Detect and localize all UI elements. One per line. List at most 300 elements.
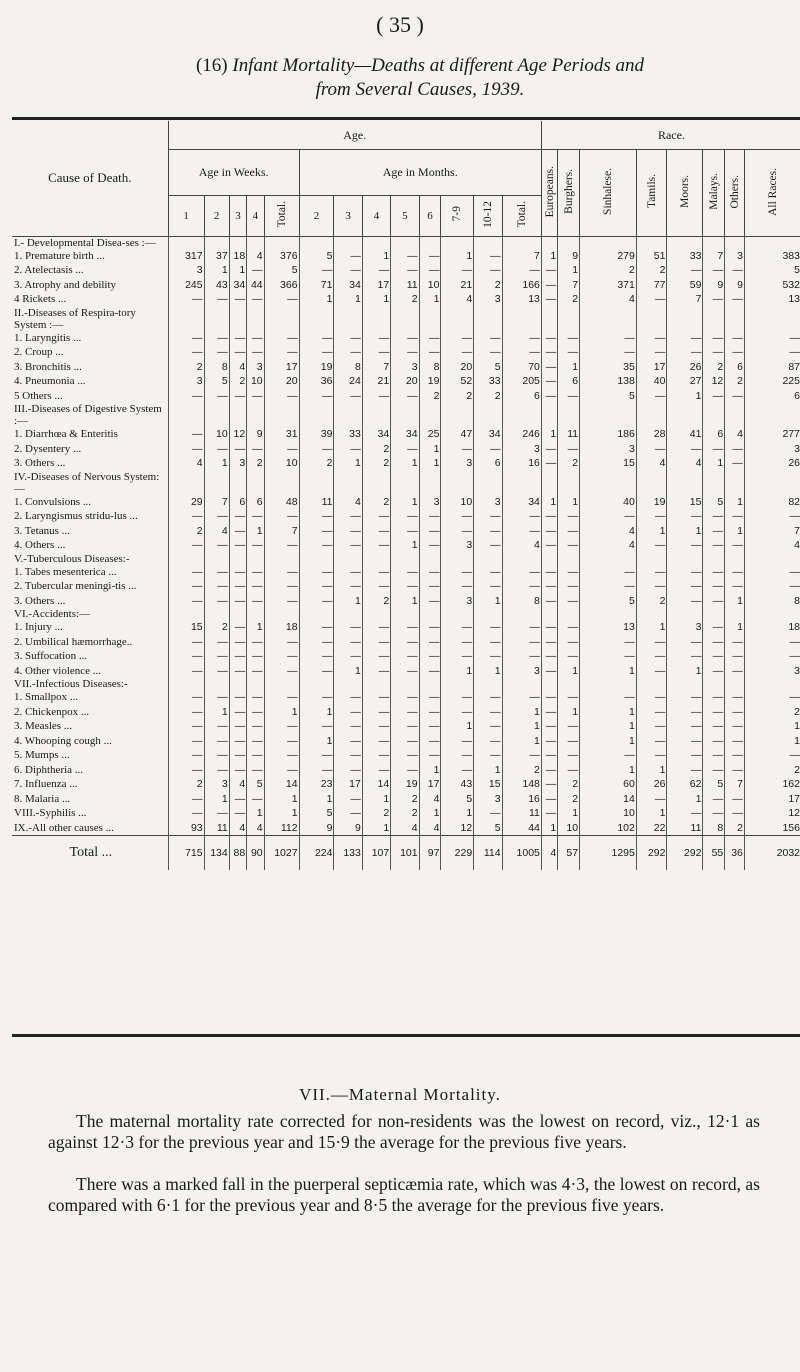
data-cell: — (636, 719, 667, 734)
age-header: Age. (168, 121, 541, 149)
data-cell: — (703, 565, 725, 580)
data-cell: — (703, 509, 725, 524)
data-cell: 2 (247, 456, 264, 471)
data-cell (264, 678, 299, 690)
data-cell: — (229, 389, 246, 404)
data-cell: — (168, 748, 204, 763)
data-cell: 1 (580, 734, 637, 749)
data-cell: 1 (419, 292, 441, 307)
data-cell (334, 553, 362, 565)
data-cell: — (247, 579, 264, 594)
data-cell: — (334, 635, 362, 650)
data-cell (441, 608, 474, 620)
data-cell: 148 (502, 777, 541, 792)
data-cell: 31 (264, 427, 299, 442)
data-cell: 3 (441, 538, 474, 553)
data-cell: — (362, 649, 390, 664)
data-cell: — (667, 538, 703, 553)
data-cell (299, 553, 334, 565)
data-cell: 43 (204, 278, 229, 293)
data-cell: — (636, 748, 667, 763)
data-cell: 60 (580, 777, 637, 792)
data-cell: — (391, 690, 419, 705)
data-cell (419, 471, 441, 495)
cause-label: 1. Premature birth ... (12, 249, 168, 264)
data-cell: — (541, 690, 557, 705)
data-cell: — (334, 649, 362, 664)
data-cell (247, 471, 264, 495)
data-cell: — (502, 509, 541, 524)
data-cell: — (474, 442, 502, 457)
data-cell: — (264, 442, 299, 457)
data-cell: 102 (580, 821, 637, 836)
data-cell: — (204, 748, 229, 763)
data-cell: — (299, 579, 334, 594)
data-cell: 1 (580, 719, 637, 734)
cause-label: 3. Others ... (12, 456, 168, 471)
data-cell: — (419, 524, 441, 539)
data-cell: — (168, 565, 204, 580)
data-cell (502, 403, 541, 427)
data-cell: — (541, 278, 557, 293)
data-cell: 1 (204, 263, 229, 278)
cause-label: 4. Others ... (12, 538, 168, 553)
data-cell: 21 (362, 374, 390, 389)
data-cell: — (299, 389, 334, 404)
data-cell: — (580, 509, 637, 524)
data-cell (558, 307, 580, 331)
data-cell: 4 (391, 821, 419, 836)
data-cell: 2 (391, 806, 419, 821)
data-cell: — (419, 579, 441, 594)
data-cell: 93 (168, 821, 204, 836)
data-cell: — (247, 664, 264, 679)
data-cell: — (725, 649, 745, 664)
data-cell (229, 553, 246, 565)
data-cell: 1 (204, 792, 229, 807)
cause-label: 7. Influenza ... (12, 777, 168, 792)
data-cell: 2 (636, 263, 667, 278)
data-cell (558, 403, 580, 427)
title-line-2: from Several Causes, 1939. (315, 79, 525, 100)
data-cell: — (541, 705, 557, 720)
data-cell: 71 (299, 278, 334, 293)
data-cell: — (502, 635, 541, 650)
week-col-header: 4 (247, 195, 264, 236)
data-cell: — (725, 748, 745, 763)
data-cell: 8 (204, 360, 229, 375)
data-cell (703, 236, 725, 249)
data-cell (725, 553, 745, 565)
section-row (12, 307, 800, 331)
data-cell: — (441, 524, 474, 539)
data-cell: — (474, 635, 502, 650)
data-cell: — (264, 748, 299, 763)
data-cell (299, 236, 334, 249)
data-cell (334, 403, 362, 427)
data-cell: 24 (334, 374, 362, 389)
data-cell: — (334, 620, 362, 635)
data-cell: 34 (502, 495, 541, 510)
data-cell (580, 236, 637, 249)
data-cell (229, 307, 246, 331)
data-cell: 224 (299, 836, 334, 871)
data-cell (441, 236, 474, 249)
data-cell: 2 (391, 292, 419, 307)
data-cell: — (168, 763, 204, 778)
data-cell (541, 403, 557, 427)
data-cell: 12 (744, 806, 800, 821)
data-cell (168, 471, 204, 495)
data-cell: 1 (541, 495, 557, 510)
data-cell: — (541, 360, 557, 375)
data-cell: — (474, 249, 502, 264)
data-cell: 1 (204, 456, 229, 471)
data-cell: — (502, 345, 541, 360)
table-row (12, 777, 800, 792)
data-cell (744, 553, 800, 565)
data-cell: 18 (744, 620, 800, 635)
data-cell: — (725, 792, 745, 807)
data-cell: — (725, 389, 745, 404)
data-cell: 19 (299, 360, 334, 375)
month-col-header: 5 (391, 195, 419, 236)
data-cell (419, 403, 441, 427)
data-cell: — (229, 719, 246, 734)
month-col-header: 7-9 (451, 206, 464, 222)
data-cell: 1005 (502, 836, 541, 871)
data-cell: — (441, 620, 474, 635)
data-cell: 35 (580, 360, 637, 375)
data-cell: 1 (204, 705, 229, 720)
data-cell: — (264, 649, 299, 664)
data-cell: 29 (168, 495, 204, 510)
data-cell (725, 307, 745, 331)
data-cell: — (247, 748, 264, 763)
data-cell: 2 (441, 389, 474, 404)
data-cell: — (744, 331, 800, 346)
data-cell: 6 (725, 360, 745, 375)
data-cell: 11 (667, 821, 703, 836)
data-cell: — (636, 579, 667, 594)
table-row (12, 565, 800, 580)
cause-label: 2. Dysentery ... (12, 442, 168, 457)
data-cell: — (725, 331, 745, 346)
data-cell: — (247, 734, 264, 749)
data-cell (558, 553, 580, 565)
data-cell: — (474, 331, 502, 346)
data-cell: — (229, 509, 246, 524)
data-cell: — (474, 748, 502, 763)
data-cell: — (441, 579, 474, 594)
data-cell: — (744, 748, 800, 763)
data-cell: 10 (247, 374, 264, 389)
cause-label: 2. Atelectasis ... (12, 263, 168, 278)
data-cell: — (391, 734, 419, 749)
data-cell: — (441, 442, 474, 457)
data-cell: 16 (502, 456, 541, 471)
week-col-header: 2 (204, 195, 229, 236)
data-cell: 2 (204, 620, 229, 635)
data-cell: 1 (419, 456, 441, 471)
data-cell: — (334, 792, 362, 807)
data-cell: — (419, 538, 441, 553)
data-cell (264, 471, 299, 495)
data-cell: — (502, 565, 541, 580)
data-cell: — (299, 345, 334, 360)
data-cell: 2 (362, 806, 390, 821)
data-cell: 2 (502, 763, 541, 778)
data-cell: — (299, 565, 334, 580)
data-cell: 13 (502, 292, 541, 307)
data-cell: 39 (299, 427, 334, 442)
data-cell: — (725, 456, 745, 471)
data-cell: — (474, 345, 502, 360)
data-cell: — (474, 538, 502, 553)
cause-label: 6. Diphtheria ... (12, 763, 168, 778)
data-cell: 6 (744, 389, 800, 404)
data-cell: — (168, 389, 204, 404)
data-cell: — (419, 649, 441, 664)
data-cell: — (299, 649, 334, 664)
race-col-header: Burghers. (562, 169, 575, 214)
data-cell: 3 (744, 442, 800, 457)
data-cell: 20 (264, 374, 299, 389)
data-cell: 1 (744, 719, 800, 734)
data-cell: — (703, 389, 725, 404)
data-cell (703, 678, 725, 690)
data-cell: — (229, 524, 246, 539)
data-cell: 6 (229, 495, 246, 510)
section-heading: VII.—Maternal Mortality. (299, 1085, 501, 1104)
data-cell: — (441, 509, 474, 524)
data-cell: 9 (247, 427, 264, 442)
data-cell: — (168, 594, 204, 609)
data-cell: 1 (299, 734, 334, 749)
data-cell: 1 (441, 249, 474, 264)
data-cell: — (725, 635, 745, 650)
data-cell: — (204, 690, 229, 705)
data-cell: — (744, 690, 800, 705)
data-cell: — (391, 331, 419, 346)
data-cell: 166 (502, 278, 541, 293)
data-cell: — (229, 442, 246, 457)
data-cell: 7 (362, 360, 390, 375)
data-cell: 3 (391, 360, 419, 375)
data-cell: — (580, 635, 637, 650)
paragraph-maternal-rate: The maternal mortality rate corrected for non-residents was the lowest on record, viz., 12·1 as against 12·3 for the previous year and 15·9 the average for the previous five years. (48, 1111, 760, 1152)
data-cell: 1 (667, 792, 703, 807)
cause-label: 3. Tetanus ... (12, 524, 168, 539)
data-cell: 33 (334, 427, 362, 442)
data-cell (168, 236, 204, 249)
data-cell: 2 (558, 792, 580, 807)
data-cell: — (558, 579, 580, 594)
data-cell: — (299, 509, 334, 524)
data-cell: 36 (725, 836, 745, 871)
data-cell: — (264, 292, 299, 307)
data-cell (703, 608, 725, 620)
data-cell: — (667, 331, 703, 346)
data-cell: 33 (667, 249, 703, 264)
data-cell: 1 (725, 495, 745, 510)
data-cell: — (541, 664, 557, 679)
data-cell: 5 (204, 374, 229, 389)
table-row (12, 635, 800, 650)
data-cell: 5 (580, 389, 637, 404)
data-cell: — (168, 792, 204, 807)
data-cell (247, 608, 264, 620)
data-cell: — (725, 705, 745, 720)
data-cell: — (441, 345, 474, 360)
data-cell (744, 678, 800, 690)
data-cell: 4 (636, 456, 667, 471)
data-cell: 1 (667, 664, 703, 679)
data-cell: — (362, 734, 390, 749)
data-cell (667, 236, 703, 249)
table-row (12, 442, 800, 457)
data-cell: — (168, 345, 204, 360)
data-cell: 14 (362, 777, 390, 792)
data-cell: 376 (264, 249, 299, 264)
table-row (12, 763, 800, 778)
data-cell: 5 (299, 806, 334, 821)
cause-label: V.-Tuberculous Diseases:- (12, 553, 168, 565)
data-cell: — (334, 748, 362, 763)
data-cell: 1 (558, 495, 580, 510)
data-cell: — (502, 579, 541, 594)
data-cell: — (502, 524, 541, 539)
data-cell: — (580, 565, 637, 580)
data-cell: — (299, 331, 334, 346)
data-cell (558, 236, 580, 249)
data-cell: — (334, 806, 362, 821)
data-cell: 36 (299, 374, 334, 389)
data-cell: — (541, 635, 557, 650)
data-cell: 114 (474, 836, 502, 871)
data-cell: — (558, 594, 580, 609)
data-cell: 1 (580, 763, 637, 778)
data-cell: — (636, 664, 667, 679)
data-cell: — (580, 690, 637, 705)
data-cell: — (168, 734, 204, 749)
table-row (12, 389, 800, 404)
data-cell: — (667, 345, 703, 360)
data-cell (441, 307, 474, 331)
data-cell: — (667, 719, 703, 734)
data-cell: 27 (667, 374, 703, 389)
data-cell (204, 608, 229, 620)
data-cell: 82 (744, 495, 800, 510)
cause-label: 3. Others ... (12, 594, 168, 609)
data-cell: 3 (204, 777, 229, 792)
data-cell: 20 (391, 374, 419, 389)
cause-label: I.- Developmental Disea-ses :— (12, 236, 168, 249)
cause-label: 2. Croup ... (12, 345, 168, 360)
table-row (12, 719, 800, 734)
cause-label: 4. Other violence ... (12, 664, 168, 679)
data-cell: 1 (502, 734, 541, 749)
data-cell: 532 (744, 278, 800, 293)
data-cell: — (636, 565, 667, 580)
data-cell: — (636, 705, 667, 720)
data-cell (264, 553, 299, 565)
data-cell: 20 (441, 360, 474, 375)
data-cell: — (636, 649, 667, 664)
data-cell: — (441, 705, 474, 720)
data-cell: — (362, 565, 390, 580)
data-cell: 1 (636, 524, 667, 539)
data-cell: — (703, 620, 725, 635)
cause-label: Total ... (12, 836, 168, 871)
data-cell (419, 678, 441, 690)
data-cell: 1 (334, 456, 362, 471)
data-cell: — (247, 565, 264, 580)
data-cell: 59 (667, 278, 703, 293)
data-cell (703, 471, 725, 495)
data-cell: 2 (362, 594, 390, 609)
data-cell: — (264, 389, 299, 404)
data-cell: 366 (264, 278, 299, 293)
data-cell (474, 471, 502, 495)
cause-label: 2. Umbilical hæmorrhage.. (12, 635, 168, 650)
data-cell (441, 403, 474, 427)
data-cell: — (247, 594, 264, 609)
data-cell: 112 (264, 821, 299, 836)
table-row (12, 705, 800, 720)
data-cell (502, 236, 541, 249)
data-cell: — (558, 620, 580, 635)
data-cell: 6 (247, 495, 264, 510)
data-cell: — (391, 664, 419, 679)
data-cell (667, 471, 703, 495)
data-cell: — (667, 649, 703, 664)
data-cell (744, 471, 800, 495)
data-cell: 225 (744, 374, 800, 389)
data-cell: 317 (168, 249, 204, 264)
data-cell: — (419, 620, 441, 635)
data-cell: — (204, 719, 229, 734)
data-cell: — (502, 748, 541, 763)
data-cell (229, 403, 246, 427)
cause-label: VI.-Accidents:— (12, 608, 168, 620)
data-cell: 1 (541, 821, 557, 836)
data-cell: 55 (703, 836, 725, 871)
data-cell: — (334, 719, 362, 734)
data-cell: — (541, 509, 557, 524)
data-cell: 17 (636, 360, 667, 375)
data-cell: — (204, 649, 229, 664)
data-cell: — (299, 524, 334, 539)
data-cell: 47 (441, 427, 474, 442)
data-cell: 1 (334, 594, 362, 609)
data-cell: 1 (744, 734, 800, 749)
data-cell (419, 307, 441, 331)
data-cell: — (204, 635, 229, 650)
data-cell: — (391, 579, 419, 594)
data-cell: 9 (558, 249, 580, 264)
data-cell: 3 (725, 249, 745, 264)
data-cell: — (474, 690, 502, 705)
data-cell: 44 (502, 821, 541, 836)
data-cell: — (558, 509, 580, 524)
data-cell (558, 608, 580, 620)
data-cell: 8 (419, 360, 441, 375)
data-cell: — (168, 719, 204, 734)
weeks-header: Age in Weeks. (168, 149, 299, 195)
data-cell: — (541, 777, 557, 792)
data-cell: — (474, 806, 502, 821)
